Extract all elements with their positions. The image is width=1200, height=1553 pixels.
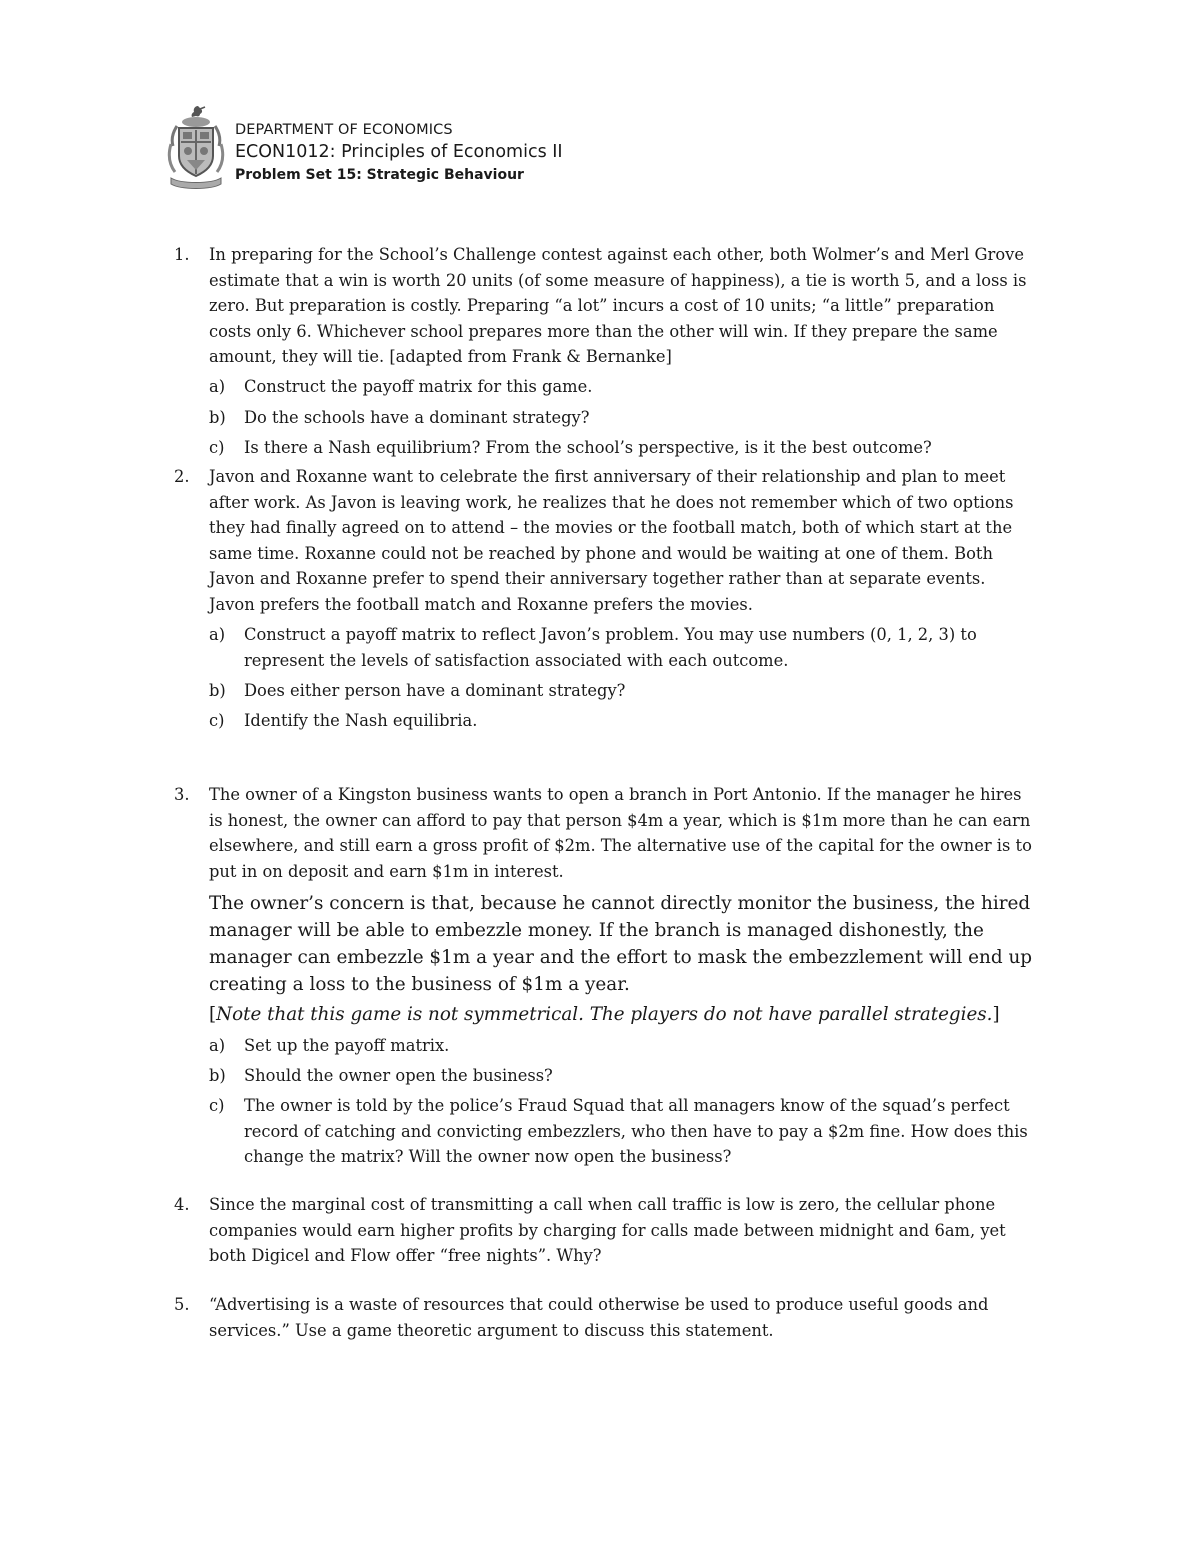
question-list — [174, 242, 1034, 1343]
sub-question — [209, 1063, 1034, 1089]
question-4 — [174, 1192, 1034, 1292]
question-text: The owner of a Kingston business wants to open a branch in Port Antonio. If the manager he hires is honest, the owner can afford to pay that person $4m a year, which is $1m more than he can earn elsewhere, and still earn a gross profit of $2m. The alternative use of the capital for the owner is to put in on deposit and earn $1m in interest. — [209, 785, 1032, 881]
question-text: In preparing for the School’s Challenge contest against each other, both Wolmer’s and Merl Grove estimate that a win is worth 20 units (of some measure of happiness), a tie is worth 5, and a loss is zero. But preparation is costly. Preparing “a lot” incurs a cost of 10 units; “a little” preparation costs only 6. Whichever school prepares more than the other will win. If they prepare the same amount, they will tie. [adapted from Frank & Bernanke] — [209, 245, 1027, 367]
sub-question-text: Construct the payoff matrix for this game. — [244, 377, 593, 397]
sub-question-text: Should the owner open the business? — [244, 1065, 553, 1085]
question-text: Javon and Roxanne want to celebrate the first anniversary of their relationship and plan to meet after work. As Javon is leaving work, he realizes that he does not remember which of two options they had finally agreed on to attend – the movies or the football match, both of which start at the same time. Roxanne could not be reached by phone and would be waiting at one of them. Both Javon and Roxanne prefer to spend their anniversary together rather than at separate events. Javon prefers the football match and Roxanne prefers the movies. — [209, 467, 1014, 614]
question-number: 3. — [174, 785, 190, 804]
question-note — [209, 1001, 1034, 1028]
question-concern: The owner’s concern is that, because he cannot directly monitor the business, the hired manager will be able to embezzle money. If the branch is managed dishonestly, the manager can embezzle $1m a year and the effort to mask the embezzlement will end up creating a loss to the business of $1m a year. — [209, 893, 1033, 996]
question-5 — [174, 1292, 1034, 1343]
question-3 — [174, 782, 1034, 1192]
question-number: 2. — [174, 467, 190, 486]
sub-question-letter: c) — [209, 1096, 225, 1116]
sub-question-text: Construct a payoff matrix to reflect Javon’s problem. You may use numbers (0, 1, 2, 3) to represent the levels of satisfaction associated with each outcome. — [244, 625, 977, 670]
department-name: DEPARTMENT OF ECONOMICS — [235, 122, 453, 138]
sub-question-letter: a) — [209, 625, 226, 645]
note-text: Note that this game is not symmetrical. The players do not have parallel strategies. — [216, 1004, 993, 1026]
sub-question-letter: b) — [209, 680, 226, 700]
note-open-bracket: [ — [209, 1004, 217, 1026]
question-1 — [174, 242, 1034, 464]
sub-question — [209, 405, 1034, 431]
sub-question — [209, 1093, 1034, 1170]
sub-question — [209, 622, 1034, 673]
document-header — [165, 104, 865, 194]
sub-question-letter: a) — [209, 377, 226, 397]
sub-question-letter: c) — [209, 437, 225, 457]
sub-question — [209, 708, 1034, 734]
sub-question — [209, 1033, 1034, 1059]
sub-question-text: Do the schools have a dominant strategy? — [244, 407, 590, 427]
header-text — [235, 120, 563, 186]
sub-question-text: The owner is told by the police’s Fraud Squad that all managers know of the squad’s perfect record of catching and convicting embezzlers, who then have to pay a $2m fine. How does this change the matrix? Will the owner now open the business? — [244, 1096, 1028, 1167]
sub-question — [209, 374, 1034, 400]
sub-question-text: Is there a Nash equilibrium? From the school’s perspective, is it the best outcome? — [244, 437, 932, 457]
course-title: ECON1012: Principles of Economics II — [235, 142, 563, 162]
problem-set-title: Problem Set 15: Strategic Behaviour — [235, 167, 524, 183]
sub-question-letter: a) — [209, 1035, 226, 1055]
question-text: Since the marginal cost of transmitting a call when call traffic is low is zero, the cellular phone companies would earn higher profits by charging for calls made between midnight and 6am, yet both Digicel and Flow offer “free nights”. Why? — [209, 1195, 1006, 1266]
sub-question-letter: b) — [209, 1065, 226, 1085]
sub-question-text: Does either person have a dominant strategy? — [244, 680, 626, 700]
sub-question-text: Set up the payoff matrix. — [244, 1035, 450, 1055]
sub-question — [209, 678, 1034, 704]
sub-question-letter: c) — [209, 710, 225, 730]
question-number: 4. — [174, 1195, 190, 1214]
question-text: “Advertising is a waste of resources that could otherwise be used to produce useful goods and services.” Use a game theoretic argument to discuss this statement. — [209, 1295, 989, 1340]
sub-question — [209, 435, 1034, 461]
sub-question-text: Identify the Nash equilibria. — [244, 710, 478, 730]
question-number: 1. — [174, 245, 190, 264]
question-2 — [174, 464, 1034, 782]
question-number: 5. — [174, 1295, 190, 1314]
sub-question-letter: b) — [209, 407, 226, 427]
note-close-bracket: ] — [992, 1004, 1000, 1026]
university-crest-icon — [165, 104, 227, 190]
